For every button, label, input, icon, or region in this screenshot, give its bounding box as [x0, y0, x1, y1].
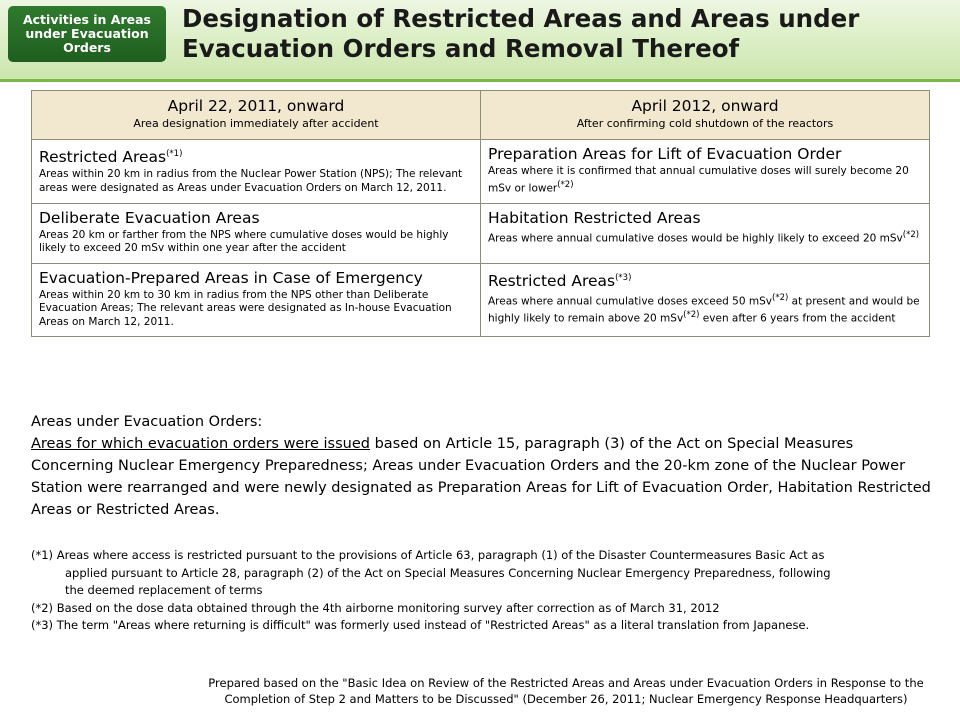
column-subheading: Area designation immediately after accident: [133, 117, 379, 130]
cell-body: Areas within 20 km in radius from the Nuclear Power Station (NPS); The relevant areas were designated as Areas under Evacuation Orders on March 12, 2011.: [39, 168, 463, 194]
cell-habitation-restricted-areas: [481, 203, 930, 263]
table-header-row: [32, 91, 930, 140]
page-title: Designation of Restricted Areas and Areas under Evacuation Orders and Removal Thereof: [182, 4, 860, 63]
footnote-text-cont: applied pursuant to Article 28, paragraph (2) of the Act on Special Measures Concerning Nuclear Emergency Preparedness, following: [65, 565, 831, 580]
table-header-cell-right: [481, 91, 930, 140]
evacuation-orders-paragraph: [31, 411, 931, 521]
cell-title: Restricted Areas$^{(*1)}$: [39, 148, 183, 167]
footnote-marker: (*1): [31, 548, 54, 562]
table-row: [32, 203, 930, 263]
cell-body: Areas 20 km or farther from the NPS where cumulative doses would be highly likely to exceed 20 mSv within one year after the accident: [39, 228, 449, 254]
paragraph-underlined-phrase: Areas for which evacuation orders were issued: [31, 436, 370, 452]
cell-title: Habitation Restricted Areas: [488, 208, 701, 227]
footnote-ref: (*3): [615, 272, 632, 283]
footnote-text: Areas where access is restricted pursuant to the provisions of Article 63, paragraph (1) of the Disaster Countermeasures Basic Act as: [56, 548, 825, 562]
column-heading: April 22, 2011, onward: [167, 97, 345, 115]
cell-body: Areas where annual cumulative doses would be highly likely to exceed 20 mSv$^{(*2)}$: [488, 229, 920, 244]
paragraph-body: [31, 433, 931, 521]
footnote-text-cont: the deemed replacement of terms: [65, 583, 263, 597]
designation-table: [31, 90, 930, 337]
table-header-cell-left: [32, 91, 481, 140]
cell-deliberate-evacuation-areas: [32, 203, 481, 263]
footnotes: [31, 547, 937, 635]
table-row: [32, 263, 930, 337]
footnote-ref: (*1): [166, 149, 183, 159]
cell-body: Areas where it is confirmed that annual cumulative doses will surely become 20 mSv or lower$^{(*2)}$: [488, 165, 909, 194]
footnote-marker: (*2): [31, 600, 54, 615]
source-line-1: Prepared based on the "Basic Idea on Review of the Restricted Areas and Areas under Evacuation Orders in Response to the: [208, 676, 924, 690]
source-line-2: Completion of Step 2 and Matters to be Discussed" (December 26, 2011; Nuclear Emergency Response Headquarters): [224, 692, 908, 706]
section-tag: Activities in Areas under Evacuation Orders: [8, 6, 166, 62]
cell-title: Evacuation-Prepared Areas in Case of Emergency: [39, 268, 423, 287]
cell-restricted-areas-2012: [481, 263, 930, 337]
cell-body: Areas within 20 km to 30 km in radius from the NPS other than Deliberate Evacuation Areas; The relevant areas were designated as In-house Evacuation Areas on March 12, 2011.: [39, 288, 452, 328]
footnote-ref: (*2): [557, 179, 574, 190]
footnote-text: Based on the dose data obtained through the 4th airborne monitoring survey after correction as of March 31, 2012: [56, 600, 720, 615]
paragraph-rest: based on Article 15, paragraph (3) of the Act on Special Measures Concerning Nuclear Emergency Preparedness; Areas under Evacuation Orders and the 20-km zone of the Nuclear Power Station were rearranged and were newly designated as Preparation Areas for Lift of Evacuation Order, Habitation Restricted Areas or Restricted Areas.: [31, 436, 931, 518]
footnote-ref: (*2): [902, 229, 920, 240]
cell-title: Preparation Areas for Lift of Evacuation Order: [488, 145, 842, 163]
designation-table-wrapper: [31, 90, 929, 337]
cell-evacuation-prepared-areas: [32, 263, 481, 337]
paragraph-lead: Areas under Evacuation Orders:: [31, 414, 263, 430]
footnote-text: The term "Areas where returning is difficult" was formerly used instead of "Restricted Areas" as a literal translation from Japanese.: [56, 618, 810, 632]
cell-title: Deliberate Evacuation Areas: [39, 208, 260, 227]
cell-preparation-areas: [481, 140, 930, 204]
cell-body: Areas where annual cumulative doses exceed 50 mSv$^{(*2)}$ at present and would be highly likely to remain above 20 mSv$^{(*2)}$ even after 6 years from the accident: [488, 292, 920, 325]
slide-header: [0, 0, 960, 82]
table-row: [32, 140, 930, 204]
footnote-1: [31, 547, 937, 600]
cell-title: Restricted Areas$^{(*3)}$: [488, 271, 632, 290]
footnote-3: [31, 617, 937, 635]
cell-restricted-areas: [32, 140, 481, 204]
column-heading: April 2012, onward: [631, 97, 779, 115]
footnote-marker: (*3): [31, 618, 54, 632]
footnote-ref: (*2): [683, 309, 700, 320]
column-subheading: After confirming cold shutdown of the reactors: [576, 117, 834, 130]
footnote-ref: (*2): [772, 292, 789, 303]
source-note: [180, 675, 952, 707]
footnote-2: [31, 600, 937, 618]
